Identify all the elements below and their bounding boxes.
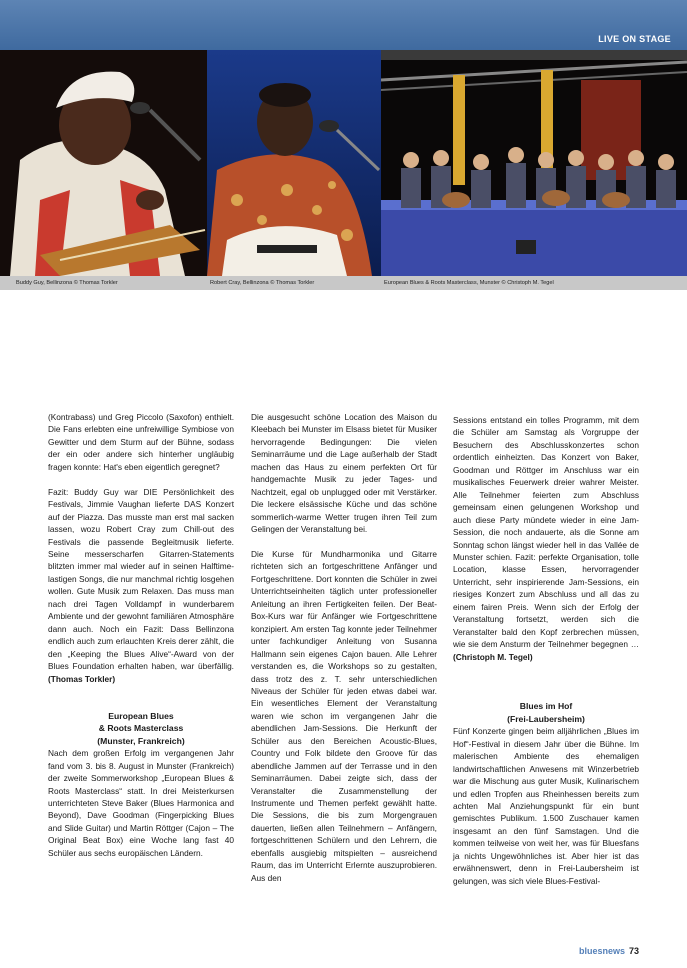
author-credit: (Thomas Torkler) [48, 673, 116, 684]
blues-guitarist-photo [0, 50, 207, 276]
paragraph: (Kontrabass) und Greg Piccolo (Saxofon) enthielt. Die Fans erlebten eine unfreiwillige Symbiose von Gewitter und dem Sturm auf der Bühne, sodass der ein oder andere sich hinterher ungläubig fragen konnte: Hat's eben eigentlich geregnet? [48, 412, 234, 472]
photo-buddy-guy [0, 50, 207, 276]
caption-robert-cray: Robert Cray, Bellinzona © Thomas Torkler [207, 276, 381, 290]
page-footer [579, 946, 639, 956]
section-heading: Blues im Hof [519, 701, 573, 712]
photo-masterclass [381, 50, 687, 276]
paragraph [453, 414, 639, 663]
author-credit: (Christoph M. Tegel) [453, 651, 533, 662]
photo-robert-cray [207, 50, 381, 276]
caption-masterclass: European Blues & Roots Masterclass, Munster © Christoph M. Tegel [381, 276, 687, 290]
paragraph: Fünf Konzerte gingen beim alljährlichen „Blues im Hof“-Festival in diesem Jahr über die Bühne. Im malerischen Ambiente des ehemaligen landwirtschaftlichen Anwesens mit Winzerbetrieb war die Mischung aus guter Musik, Kulinarischem und edlen Tropfen aus Rheinhessen bereits zum achten Mal Anziehungspunkt für ein bunt gemischtes Publikum. 1.500 Zuschauer kamen insgesamt an den fünf Samstagen. Und die kommen teilweise von weit her, was für Bluesfans ja nichts Ungewöhnliches ist. Aber hier ist das erwähnenswert, denn in Frei-Laubersheim ist gelungen, was sich viele Blues-Festival- [453, 726, 639, 886]
section-label: LIVE ON STAGE [598, 34, 671, 44]
paragraph [48, 486, 234, 685]
article-column-3 [453, 414, 639, 887]
magazine-brand: bluesnews [578, 946, 625, 956]
section-subheading: (Munster, Frankreich) [97, 735, 185, 746]
page-number: 73 [628, 946, 639, 956]
section-subheading: (Frei-Laubersheim) [507, 713, 585, 724]
guitar-player-photo [207, 50, 381, 276]
section-heading: European Blues [108, 710, 174, 721]
caption-buddy-guy: Buddy Guy, Bellinzona © Thomas Torkler [0, 276, 207, 290]
stage-band-photo [381, 50, 687, 276]
section-heading: & Roots Masterclass [98, 723, 184, 734]
paragraph-text: Fazit: Buddy Guy war DIE Persönlichkeit des Festivals, Jimmie Vaughan lieferte DAS Konzert auf der Piazza. Das musste man erst mal sacken lassen, wozu Robert Cray zum Chill-out des Festivals die passende Begleitmusik lieferte. Seine messerscharfen Gitarren-Statements blitzten immer mal wieder auf in seinen Halftime-lastigen Songs, die nur manchmal richtig losgehen wollen. Gute Musik zum Relaxen. Das muss man nach drei Tagen Volldampf in wunderbarem Ambiente und der gewohnt familiären Atmosphäre dann auch. Noch ein Fazit: Dass Bellinzona endlich auch zum erlauchten Kreis derer zählt, die den „Keeping the Blues Alive“-Award von der Blues Foundation erhalten haben, war überfällig. [48, 486, 234, 672]
paragraph-text: Sessions entstand ein tolles Programm, mit dem die Schüler am Samstag als Vorgruppe der Besuchern des Abschlusskonzertes schon ordentlich einheizten. Das Konzert von Baker, Goodman und Röttger im Anschluss war ein musikalisches Feuerwerk dreier wahrer Meister. Alle Teilnehmer feierten zum Abschluss gemeinsam einen gelungenen Workshop und auch diese Party mündete wieder in eine Jam-Session, die noch andauerte, als die Sonne am Sonntag schon längst wieder hell in das Vallée de Munster schien. Fazit: perfekte Organisation, tolle Location, klasse Essen, hervorragender Unterricht, sehr inspirierende Jam-Sessions, ein riesiges Konzert zum Abschluss und all das zu einem fairen Preis. Wenn sich der Erfolg der Veranstaltung fortsetzt, werden sich die Veranstalter bald den Kopf zerbrechen müssen, wie sie dem Ansturm der Teilnehmer begegnen … [453, 415, 639, 650]
paragraph: Nach dem großen Erfolg im vergangenen Jahr fand vom 3. bis 8. August in Munster (Frankreich) der zweite Sommerworkshop „European Blues & Roots Masterclass“ statt. In drei Meisterkursen unterrichteten Steve Baker (Blues Harmonica and Beyond), Dave Goodman (Fingerpicking Blues and Slide Guitar) und Martin Röttger (Cajon – The Original Beat Box) eine Woche lang fast 40 Schüler aus sechs europäischen Ländern. [48, 748, 234, 858]
header-bar [0, 0, 687, 50]
article-column-2 [251, 411, 437, 884]
paragraph: Die ausgesucht schöne Location des Maison du Kleebach bei Munster im Elsass bietet für Musiker hervorragende Bedingungen: Die vielen Seminarräume und die Lage außerhalb der Stadt machen das Haus zu einem perfekten Ort für handgemachte Musik zu jeder Tages- und Nachtzeit, egal ob unplugged oder mit Verstärker. Die leckere elsässische Küche und das schöne sommerlich-warme Wetter trugen ihren Teil zum Gelingen der Veranstaltung bei. [251, 412, 437, 535]
article-column-1 [48, 411, 234, 859]
paragraph: Die Kurse für Mundharmonika und Gitarre richteten sich an fortgeschrittene Anfänger und Fortgeschrittene. Dort konnten die Schüler in zwei Unterrichtseinheiten täglich unter professioneller Anleitung an ihren Fertigkeiten feilen. Der Beat-Box-Kurs war für Anfänger wie Fortgeschrittene konzipiert. Am ersten Tag konnte jeder Teilnehmer unter fachkundiger Anleitung von Susanna Hallmann sein eigenes Cajon bauen. Alle Lehrer verstanden es, die Workshops so zu gestalten, dass trotz des z. T. sehr unterschiedlichen Niveaus der Schüler für jeden etwas dabei war. Ein wesentliches Element der Veranstaltung waren wie schon im vergangenen Jahr die abendlichen Jam-Sessions. Die Herkunft der Schüler aus den Bereichen Acoustic-Blues, Country und Folk bildete den Groove für das abendliche Jammen auf der Terrasse und in den Seminarräumen. Dabei zeigte sich, dass der Veranstalter die Zusammenstellung der Instrumente und Themen perfekt gewählt hatte. Die Sessions, die bis zum Morgengrauen dauerten, ließen allen Teilnehmern – Anfängern, fortgeschrittenen Schülern und den Lehrern, die ebenfalls ausgiebig mitspielten – ausreichend Raum, das im Unterricht Erlernte auszuprobieren. Aus den [251, 548, 437, 883]
